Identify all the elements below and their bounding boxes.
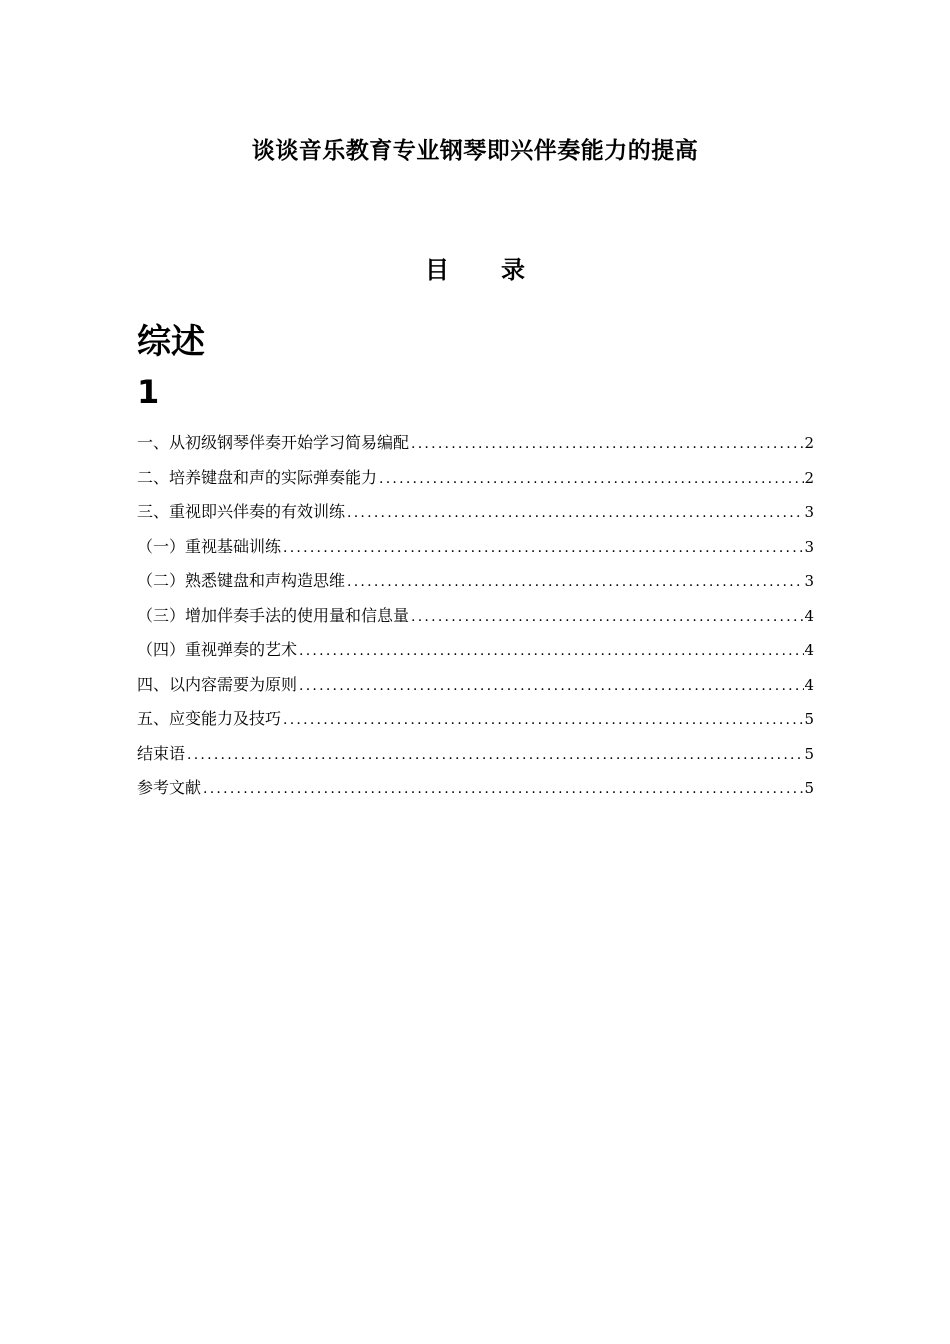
- summary-title: 综述: [137, 322, 205, 362]
- toc-dot-leader: [297, 634, 804, 668]
- toc-entry-label: 参考文献: [137, 778, 202, 797]
- toc-dot-leader: [345, 496, 804, 530]
- toc-list: [137, 426, 814, 806]
- toc-entry-page: 4: [804, 606, 814, 625]
- toc-dot-leader: [281, 703, 804, 737]
- toc-entry-label: 四、以内容需要为原则: [137, 674, 298, 694]
- toc-dot-leader: [185, 738, 804, 772]
- toc-heading-right: 录: [501, 256, 525, 284]
- toc-dot-leader: [281, 531, 804, 565]
- toc-entry[interactable]: [137, 495, 814, 530]
- toc-entry[interactable]: [137, 737, 814, 772]
- toc-entry-page: 5: [804, 779, 814, 797]
- toc-dot-leader: [409, 427, 804, 461]
- toc-entry-page: 3: [804, 537, 814, 556]
- toc-entry-label: （三）增加伴奏手法的使用量和信息量: [137, 605, 410, 625]
- toc-dot-leader: [297, 669, 804, 703]
- toc-entry[interactable]: [137, 668, 814, 703]
- toc-dot-leader: [345, 565, 804, 599]
- toc-entry-page: 2: [804, 468, 814, 487]
- toc-entry-label: （一）重视基础训练: [137, 536, 282, 556]
- toc-entry[interactable]: [137, 564, 814, 599]
- toc-entry-label: 一、从初级钢琴伴奏开始学习简易编配: [137, 433, 410, 452]
- toc-entry-label: 结束语: [137, 743, 186, 763]
- toc-entry-page: 3: [804, 572, 814, 590]
- summary-page-number: 1: [137, 373, 160, 411]
- toc-dot-leader: [201, 772, 804, 806]
- toc-entry[interactable]: [137, 461, 814, 496]
- toc-entry-label: 五、应变能力及技巧: [137, 709, 282, 728]
- toc-entry-page: 4: [804, 641, 814, 659]
- toc-dot-leader: [409, 600, 804, 634]
- toc-entry-page: 2: [804, 434, 814, 452]
- toc-entry-label: （四）重视弹奏的艺术: [137, 640, 298, 659]
- toc-entry[interactable]: [137, 771, 814, 806]
- toc-heading: [0, 250, 950, 285]
- toc-entry[interactable]: [137, 426, 814, 461]
- toc-entry-page: 5: [804, 710, 814, 728]
- toc-entry-page: 3: [804, 503, 814, 521]
- document-title: 谈谈音乐教育专业钢琴即兴伴奏能力的提高: [251, 138, 699, 164]
- toc-entry[interactable]: [137, 633, 814, 668]
- toc-entry-label: 二、培养键盘和声的实际弹奏能力: [137, 467, 378, 487]
- toc-entry-page: 4: [804, 675, 814, 694]
- toc-entry-label: （二）熟悉键盘和声构造思维: [137, 571, 346, 590]
- toc-entry[interactable]: [137, 599, 814, 634]
- toc-entry[interactable]: [137, 702, 814, 737]
- toc-entry-label: 三、重视即兴伴奏的有效训练: [137, 502, 346, 521]
- toc-entry-page: 5: [804, 744, 814, 763]
- toc-heading-left: 目: [425, 256, 449, 284]
- toc-dot-leader: [377, 462, 804, 496]
- toc-entry[interactable]: [137, 530, 814, 565]
